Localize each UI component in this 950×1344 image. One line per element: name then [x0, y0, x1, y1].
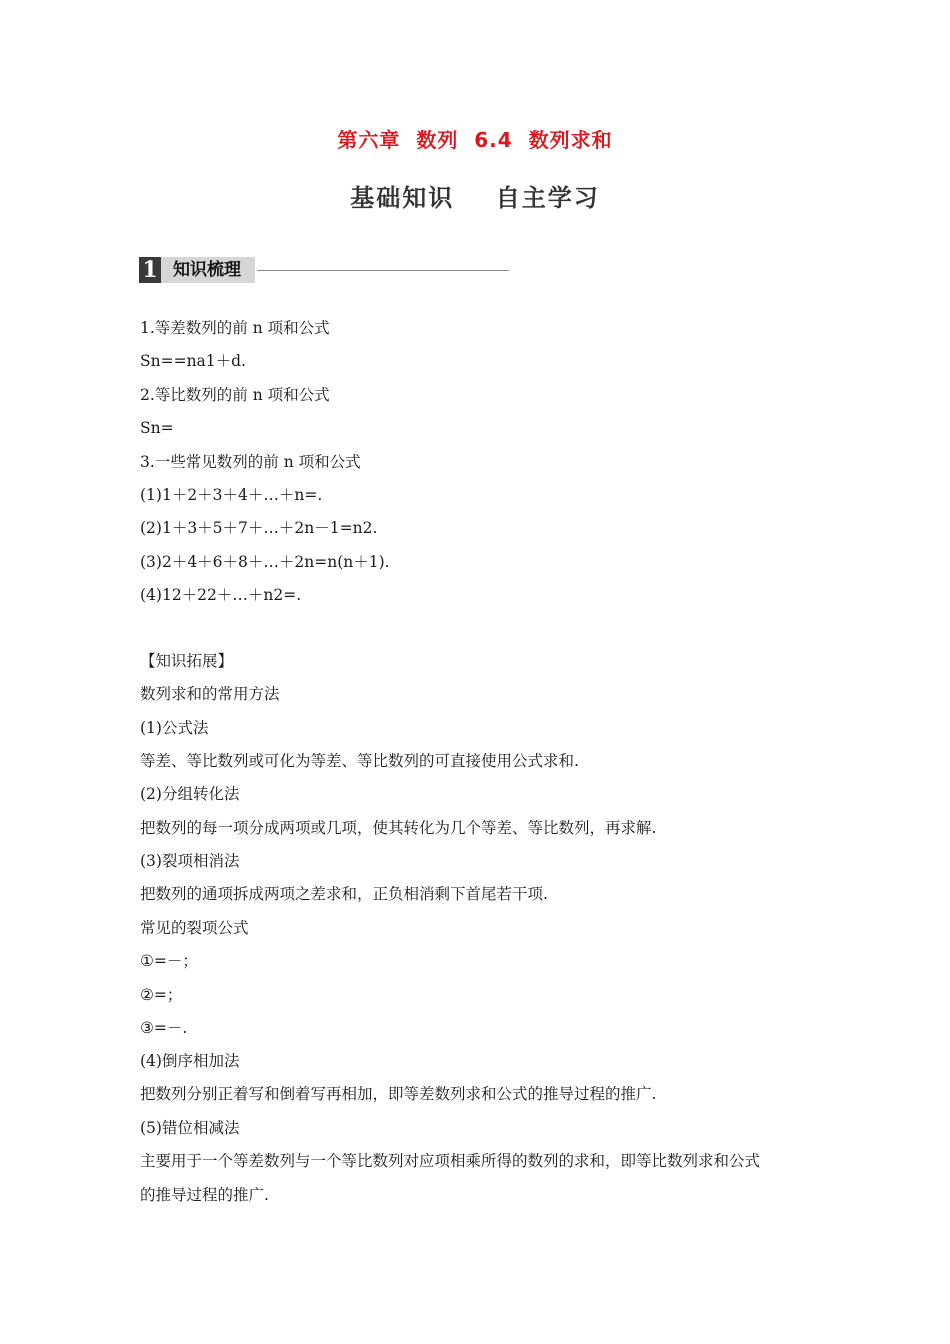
method4-text: 把数列分别正着写和倒着写再相加，即等差数列求和公式的推导过程的推广.	[140, 1085, 657, 1103]
method3-formula3: ③=－.	[140, 1019, 188, 1037]
badge-divider	[257, 270, 509, 271]
chapter-title: 第六章 数列 6.4 数列求和	[337, 128, 613, 152]
badge-number: 1	[139, 257, 161, 283]
method3-title: (3)裂项相消法	[140, 852, 240, 870]
method5-text-line1: 主要用于一个等差数列与一个等比数列对应项相乘所得的数列的求和，即等比数列求和公式	[140, 1152, 761, 1170]
knowledge-badge	[139, 257, 509, 283]
method3-formula1: ①=－；	[140, 952, 198, 970]
item2-formula: Sn=	[140, 419, 174, 437]
method3-sub: 常见的裂项公式	[140, 919, 249, 937]
extension-intro: 数列求和的常用方法	[140, 685, 280, 703]
item1-formula: Sn==na1＋d.	[140, 352, 247, 370]
method2-title: (2)分组转化法	[140, 785, 240, 803]
item2-title: 2.等比数列的前 n 项和公式	[140, 386, 330, 404]
method5-text-line2: 的推导过程的推广.	[140, 1186, 269, 1204]
method3-formula2: ②=；	[140, 986, 183, 1004]
item3-title: 3.一些常见数列的前 n 项和公式	[140, 453, 361, 471]
method2-text: 把数列的每一项分成两项或几项，使其转化为几个等差、等比数列，再求解.	[140, 819, 657, 837]
method4-title: (4)倒序相加法	[140, 1052, 240, 1070]
item3-4: (4)12＋22＋…＋n2=.	[140, 586, 302, 604]
badge-label: 知识梳理	[161, 257, 255, 283]
section-title: 基础知识 自主学习	[350, 184, 600, 212]
item3-1: (1)1＋2＋3＋4＋…＋n=.	[140, 486, 323, 504]
item3-3: (3)2＋4＋6＋8＋…＋2n=n(n＋1).	[140, 553, 390, 571]
method3-text: 把数列的通项拆成两项之差求和，正负相消剩下首尾若干项.	[140, 885, 548, 903]
method1-text: 等差、等比数列或可化为等差、等比数列的可直接使用公式求和.	[140, 752, 579, 770]
method5-title: (5)错位相减法	[140, 1119, 240, 1137]
extension-heading: 【知识拓展】	[140, 652, 234, 670]
method1-title: (1)公式法	[140, 719, 209, 737]
item1-title: 1.等差数列的前 n 项和公式	[140, 319, 330, 337]
item3-2: (2)1＋3＋5＋7＋…＋2n－1=n2.	[140, 519, 378, 537]
